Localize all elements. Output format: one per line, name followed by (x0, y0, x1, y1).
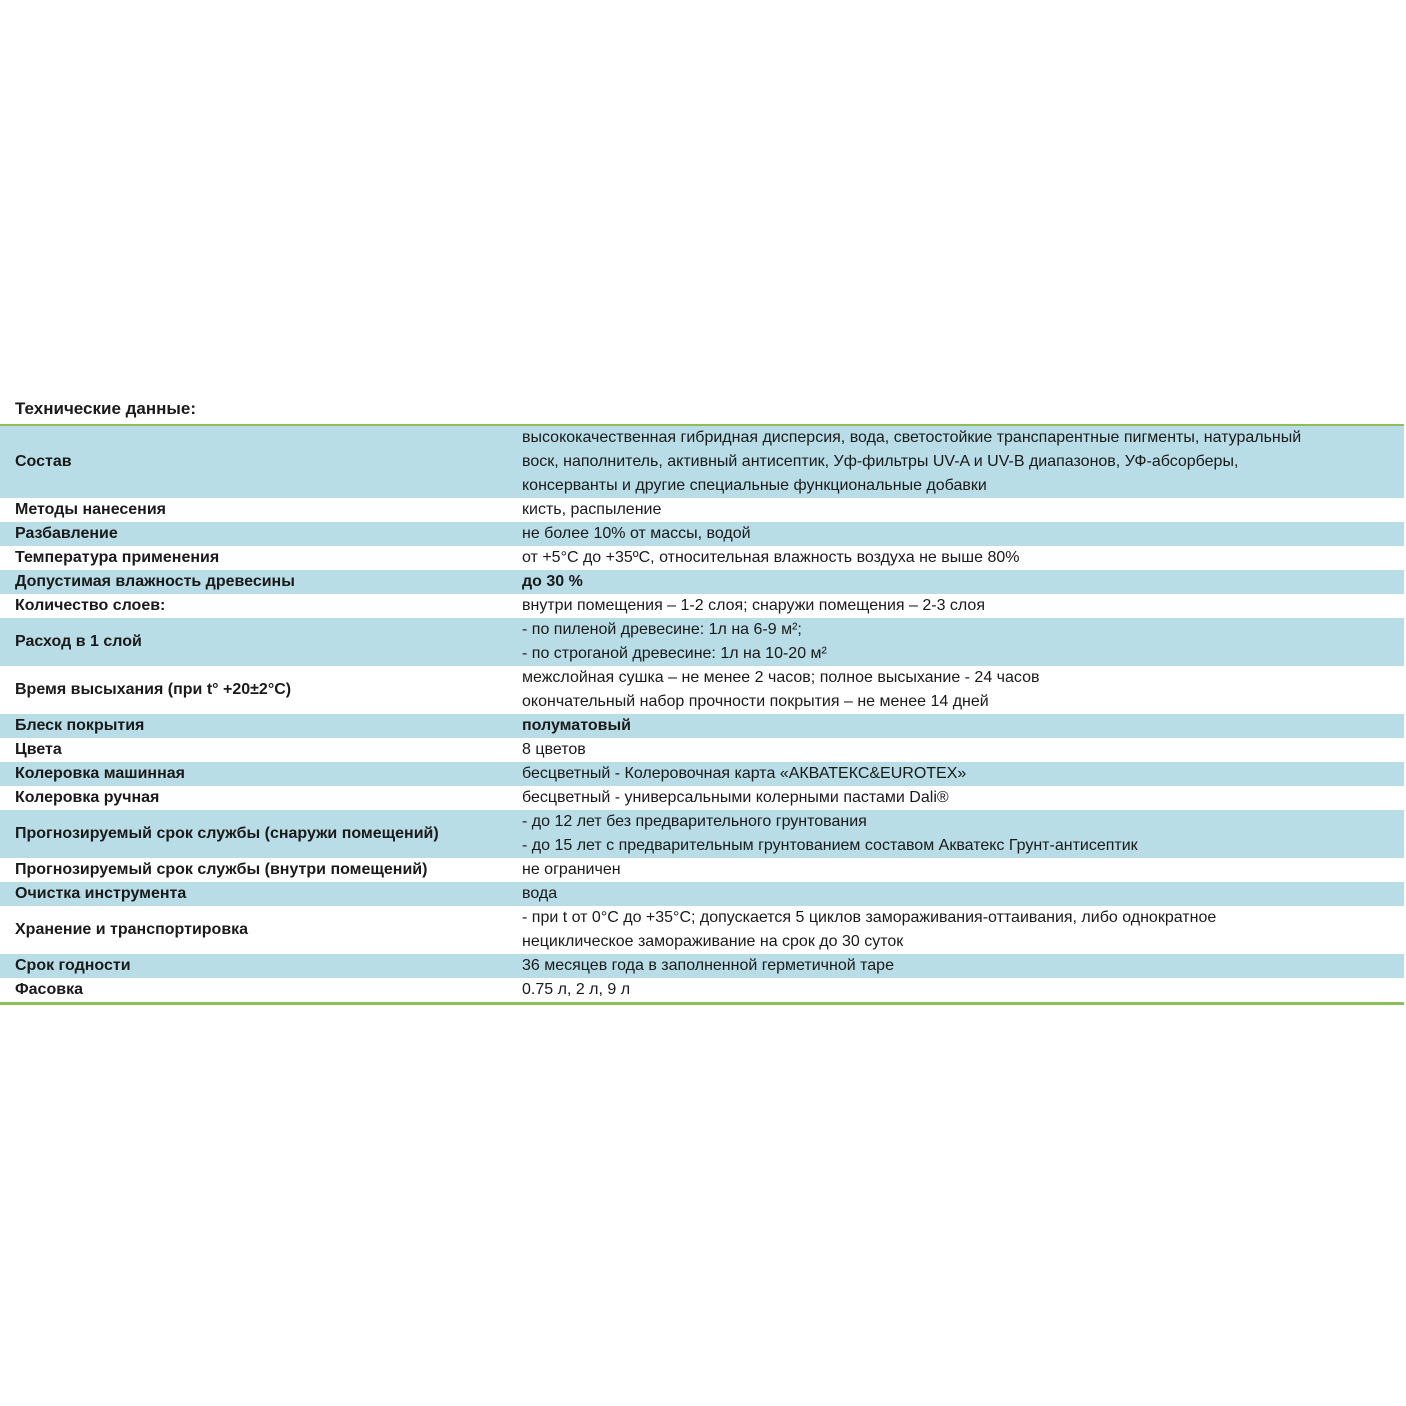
property-label: Состав (0, 426, 507, 498)
table-row (0, 762, 1404, 786)
value-line: вода (522, 885, 558, 902)
table-row (0, 882, 1404, 906)
value-line: высококачественная гибридная дисперсия, вода, светостойкие транспарентные пигменты, натуральный (522, 429, 1302, 446)
property-value (507, 546, 1404, 570)
property-value (507, 570, 1404, 594)
property-value (507, 882, 1404, 906)
value-line: 0.75 л, 2 л, 9 л (522, 981, 631, 998)
table-row (0, 714, 1404, 738)
value-line: кисть, распыление (522, 501, 662, 518)
value-line: внутри помещения – 1-2 слоя; снаружи помещения – 2-3 слоя (522, 597, 985, 614)
property-value (507, 666, 1404, 714)
property-value (507, 522, 1404, 546)
table-row (0, 978, 1404, 1002)
value-line: не ограничен (522, 861, 621, 878)
property-value (507, 618, 1404, 666)
property-value (507, 738, 1404, 762)
property-value (507, 426, 1404, 498)
property-label: Хранение и транспортировка (0, 906, 507, 954)
value-line: не более 10% от массы, водой (522, 525, 751, 542)
property-value (507, 954, 1404, 978)
property-label: Методы нанесения (0, 498, 507, 522)
table-row (0, 906, 1404, 954)
table-row (0, 858, 1404, 882)
table-row (0, 810, 1404, 858)
property-value (507, 714, 1404, 738)
table-row (0, 666, 1404, 714)
value-line: - по строганой древесине: 1л на 10-20 м² (522, 645, 827, 662)
table-row (0, 498, 1404, 522)
table-row (0, 954, 1404, 978)
property-value (507, 858, 1404, 882)
property-label: Допустимая влажность древесины (0, 570, 507, 594)
value-line: до 30 % (522, 573, 583, 590)
table-row (0, 594, 1404, 618)
value-line: - до 12 лет без предварительного грунтования (522, 813, 867, 830)
property-value (507, 498, 1404, 522)
bottom-divider (0, 1002, 1404, 1005)
property-label: Прогнозируемый срок службы (внутри помещений) (0, 858, 507, 882)
value-line: бесцветный - Колеровочная карта «АКВАТЕКС&EUROTEX» (522, 765, 967, 782)
property-label: Цвета (0, 738, 507, 762)
property-value (507, 786, 1404, 810)
value-line: нециклическое замораживание на срок до 30 суток (522, 933, 904, 950)
table-row (0, 426, 1404, 498)
table-row (0, 522, 1404, 546)
table-row (0, 738, 1404, 762)
value-line: 8 цветов (522, 741, 586, 758)
property-value (507, 906, 1404, 954)
spec-table (0, 426, 1404, 1002)
property-label: Блеск покрытия (0, 714, 507, 738)
value-line: бесцветный - универсальными колерными пастами Dali® (522, 789, 949, 806)
table-row (0, 546, 1404, 570)
property-label: Время высыхания (при t° +20±2°C) (0, 666, 507, 714)
property-label: Количество слоев: (0, 594, 507, 618)
section-title: Технические данные: (15, 399, 197, 418)
table-row (0, 786, 1404, 810)
table-row (0, 618, 1404, 666)
tech-data-sheet (0, 394, 1406, 1005)
value-line: консерванты и другие специальные функциональные добавки (522, 477, 987, 494)
value-line: 36 месяцев года в заполненной герметичной таре (522, 957, 894, 974)
value-line: - до 15 лет с предварительным грунтованием составом Акватекс Грунт-антисептик (522, 837, 1138, 854)
value-line: полуматовый (522, 717, 631, 734)
property-label: Очистка инструмента (0, 882, 507, 906)
property-value (507, 594, 1404, 618)
value-line: от +5°C до +35ºC, относительная влажность воздуха не выше 80% (522, 549, 1020, 566)
value-line: воск, наполнитель, активный антисептик, Уф-фильтры UV-A и UV-B диапазонов, УФ-абсорберы, (522, 453, 1239, 470)
property-value (507, 762, 1404, 786)
value-line: окончательный набор прочности покрытия – не менее 14 дней (522, 693, 989, 710)
value-line: - по пиленой древесине: 1л на 6-9 м²; (522, 621, 802, 638)
spec-table-body (0, 426, 1404, 1002)
property-label: Колеровка машинная (0, 762, 507, 786)
value-line: - при t от 0°C до +35°C; допускается 5 циклов замораживания-оттаивания, либо однократное (522, 909, 1217, 926)
property-label: Фасовка (0, 978, 507, 1002)
property-label: Прогнозируемый срок службы (снаружи помещений) (0, 810, 507, 858)
property-value (507, 978, 1404, 1002)
value-line: межслойная сушка – не менее 2 часов; полное высыхание - 24 часов (522, 669, 1040, 686)
property-label: Температура применения (0, 546, 507, 570)
table-row (0, 570, 1404, 594)
property-label: Расход в 1 слой (0, 618, 507, 666)
property-label: Срок годности (0, 954, 507, 978)
property-label: Колеровка ручная (0, 786, 507, 810)
property-label: Разбавление (0, 522, 507, 546)
property-value (507, 810, 1404, 858)
